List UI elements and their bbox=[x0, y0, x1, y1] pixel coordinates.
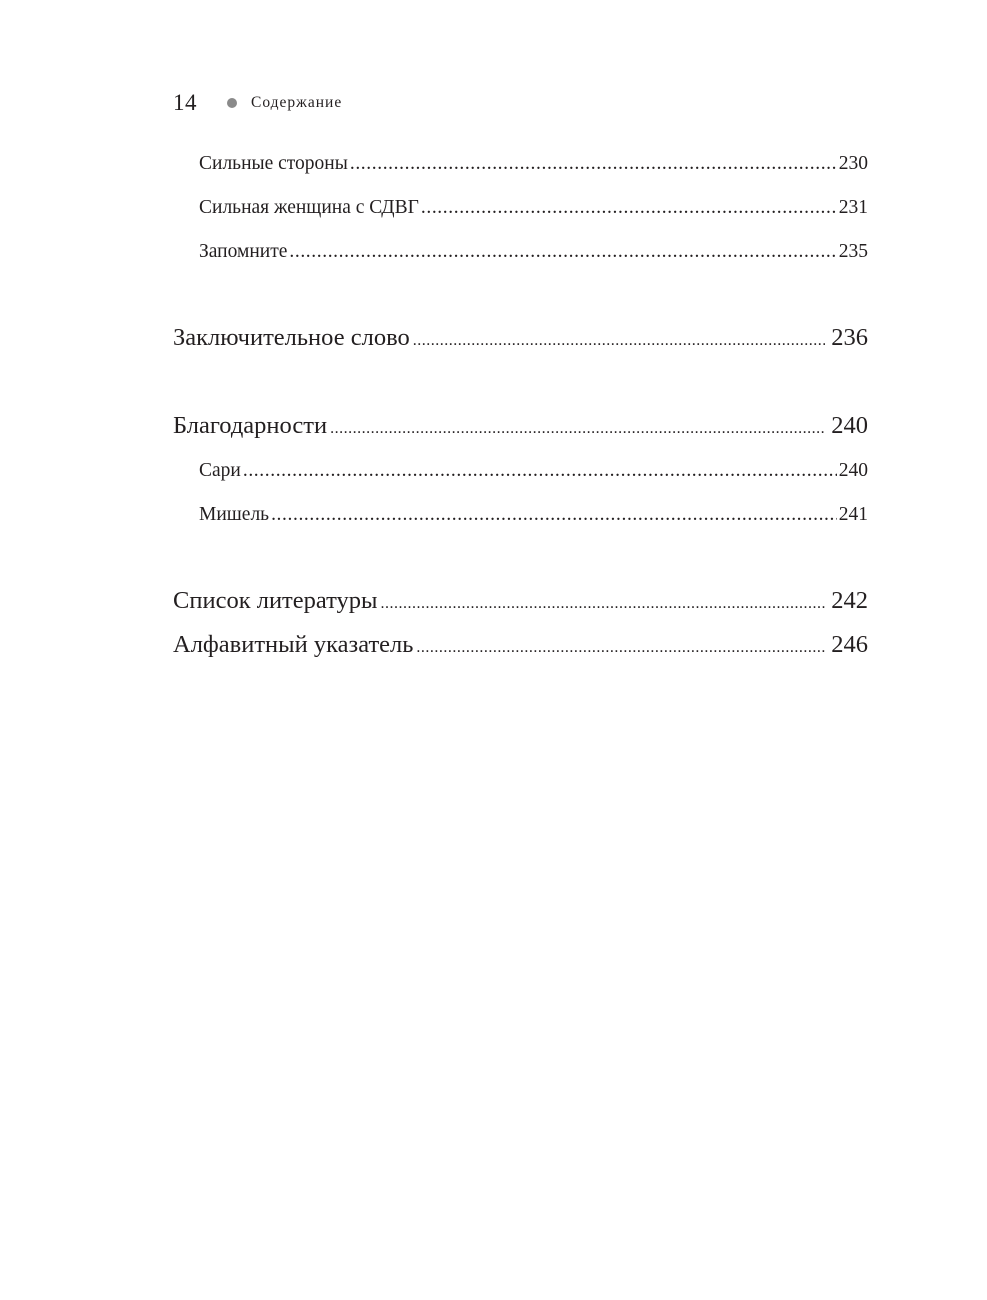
toc-entry-index[interactable] bbox=[173, 631, 868, 663]
running-head-title: Содержание bbox=[251, 94, 343, 111]
dot-leader bbox=[421, 197, 837, 219]
dot-leader bbox=[289, 241, 836, 263]
toc-entry-references[interactable] bbox=[173, 587, 868, 619]
toc-entry-page: 246 bbox=[831, 631, 868, 658]
running-head bbox=[173, 88, 342, 118]
toc-entry-title: Список литературы bbox=[173, 587, 378, 614]
dot-leader bbox=[330, 412, 825, 440]
toc-entry-page: 240 bbox=[838, 460, 868, 481]
toc-entry-page: 235 bbox=[838, 241, 868, 262]
toc-entry-page: 242 bbox=[831, 587, 868, 614]
toc-entry-title: Сильная женщина с СДВГ bbox=[199, 197, 419, 218]
toc-entry-final-word[interactable] bbox=[173, 324, 868, 356]
toc-entry-page: 231 bbox=[838, 197, 868, 218]
dot-leader bbox=[350, 153, 837, 175]
toc-entry-page: 230 bbox=[838, 153, 868, 174]
dot-leader bbox=[413, 324, 826, 352]
toc-entry-sari[interactable] bbox=[199, 460, 868, 486]
toc-entry-title: Сари bbox=[199, 460, 241, 481]
page-number: 14 bbox=[173, 90, 197, 115]
toc-entry-title: Сильные стороны bbox=[199, 153, 348, 174]
dot-leader bbox=[243, 460, 837, 482]
toc-entry-michelle[interactable] bbox=[199, 504, 868, 530]
toc-entry-acknowledgements[interactable] bbox=[173, 412, 868, 444]
dot-leader bbox=[416, 631, 825, 659]
toc-entry-remember[interactable] bbox=[199, 241, 868, 267]
toc-entry-title: Заключительное слово bbox=[173, 324, 410, 351]
toc-entry-title: Алфавитный указатель bbox=[173, 631, 414, 658]
toc-entry-title: Мишель bbox=[199, 504, 270, 525]
dot-leader bbox=[271, 504, 837, 526]
toc-entry-strengths[interactable] bbox=[199, 153, 868, 179]
bullet-icon bbox=[227, 98, 237, 108]
toc-entry-page: 236 bbox=[831, 324, 868, 351]
toc-entry-page: 240 bbox=[831, 412, 868, 439]
dot-leader bbox=[380, 587, 825, 615]
toc-entry-page: 241 bbox=[838, 504, 868, 525]
toc-entry-title: Благодарности bbox=[173, 412, 328, 439]
toc-entry-title: Запомните bbox=[199, 241, 288, 262]
toc-entry-strong-woman[interactable] bbox=[199, 197, 868, 223]
